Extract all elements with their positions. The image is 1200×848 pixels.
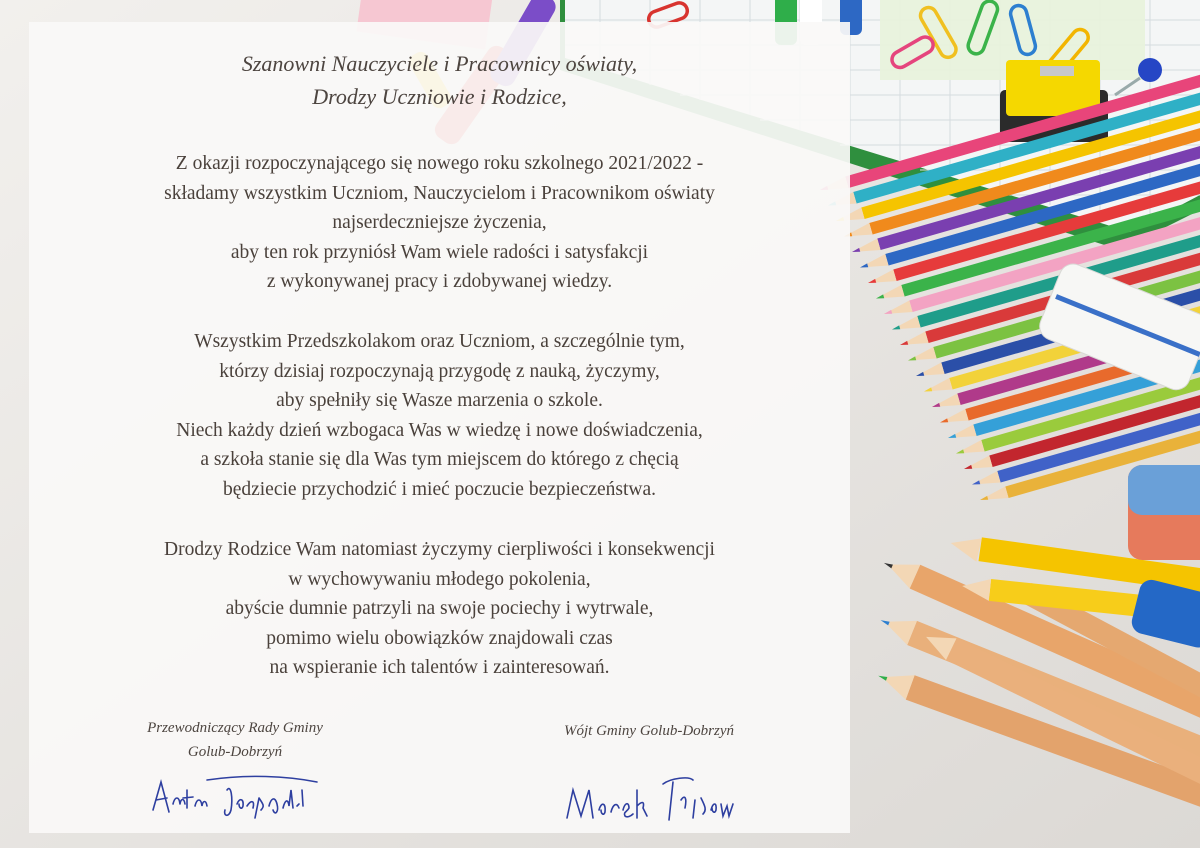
signature-marek-tylowin bbox=[561, 760, 741, 830]
paragraph-line: na wspieranie ich talentów i zainteresowań. bbox=[269, 657, 610, 678]
salutation-line: Szanowni Nauczyciele i Pracownicy oświaty, bbox=[241, 51, 638, 76]
paragraph-line: którzy dzisiaj rozpoczynają przygodę z nauką, życzymy, bbox=[219, 360, 660, 382]
paragraph-line: będziecie przychodzić i mieć poczucie bezpieczeństwa. bbox=[222, 478, 657, 500]
paragraph-line: składamy wszystkim Uczniom, Nauczycielom i Pracownikom oświaty bbox=[164, 182, 715, 204]
signature-title-line: Przewodniczący Rady Gminy bbox=[147, 720, 323, 736]
paragraph-line: a szkoła stanie się dla Was tym miejscem do którego z chęcią bbox=[200, 449, 679, 470]
paragraph-line: aby ten rok przyniósł Wam wiele radości i satysfakcji bbox=[230, 241, 649, 263]
paragraph-line: Drodzy Rodzice Wam natomiast życzymy cierpliwości i konsekwencji bbox=[164, 539, 715, 560]
paragraph-line: pomimo wielu obowiązków znajdowali czas bbox=[266, 627, 613, 649]
paragraph-line: z wykonywanej pracy i zdobywanej wiedzy. bbox=[266, 271, 613, 292]
paragraph-line: w wychowywaniu młodego pokolenia, bbox=[288, 568, 591, 590]
salutation-line: Drodzy Uczniowie i Rodzice, bbox=[312, 84, 567, 109]
paragraph-line: najserdeczniejsze życzenia, bbox=[332, 212, 547, 233]
paragraph-line: aby spełniły się Wasze marzenia o szkole. bbox=[276, 390, 603, 411]
paragraph-line: abyście dumnie patrzyli na swoje pociechy i wytrwale, bbox=[225, 598, 654, 619]
signature-title-line: Wójt Gminy Golub-Dobrzyń bbox=[564, 723, 734, 739]
paragraph-parents-wishes bbox=[29, 535, 850, 683]
signature-title-mayor bbox=[529, 719, 769, 743]
signature-title-council-chairman bbox=[125, 716, 345, 764]
salutation bbox=[29, 47, 850, 113]
paragraph-students-wishes bbox=[29, 327, 850, 504]
paragraph-line: Niech każdy dzień wzbogaca Was w wiedzę i nowe doświadczenia, bbox=[176, 419, 703, 441]
signature-artur-jasinski bbox=[147, 760, 327, 830]
signature-title-line: Golub-Dobrzyń bbox=[187, 744, 283, 760]
paragraph-line: Z okazji rozpoczynającego się nowego roku szkolnego 2021/2022 - bbox=[175, 153, 704, 174]
paragraph-school-year-wishes bbox=[29, 149, 850, 297]
greeting-card bbox=[29, 22, 850, 833]
paragraph-line: Wszystkim Przedszkolakom oraz Uczniom, a szczególnie tym, bbox=[194, 331, 685, 352]
